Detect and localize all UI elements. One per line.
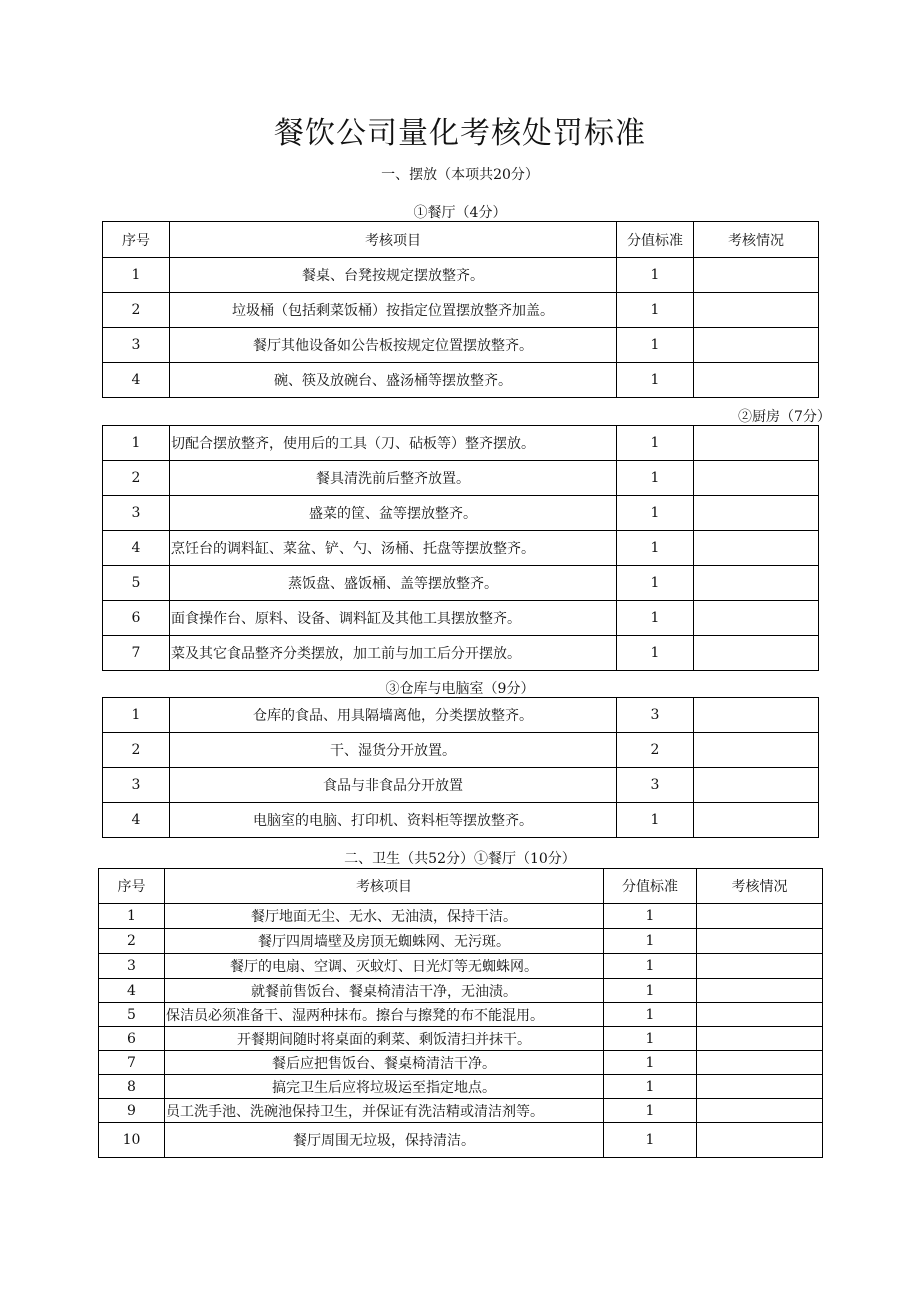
row-score: 1 — [604, 1123, 697, 1158]
warehouse-placement-table — [102, 697, 819, 838]
row-status — [697, 929, 823, 954]
row-item: 保洁员必须准备干、湿两种抹布。擦台与擦凳的布不能混用。 — [165, 1003, 604, 1027]
row-status — [694, 496, 819, 531]
score-header: 分值标准 — [617, 222, 694, 258]
document-title: 餐饮公司量化考核处罚标准 — [274, 116, 646, 151]
row-item: 员工洗手池、洗碗池保持卫生，并保证有洗洁精或清洁剂等。 — [165, 1099, 604, 1123]
row-number: 4 — [103, 531, 170, 566]
row-score: 1 — [617, 566, 694, 601]
row-score: 1 — [604, 904, 697, 929]
row-score: 1 — [604, 954, 697, 979]
row-item: 餐厅地面无尘、无水、无油渍，保持干洁。 — [165, 904, 604, 929]
row-score: 1 — [604, 1075, 697, 1099]
row-item: 垃圾桶（包括剩菜饭桶）按指定位置摆放整齐加盖。 — [170, 293, 617, 328]
row-item: 盛菜的筐、盆等摆放整齐。 — [170, 496, 617, 531]
row-status — [697, 954, 823, 979]
row-number: 4 — [99, 979, 165, 1003]
row-number: 8 — [99, 1075, 165, 1099]
row-status — [694, 293, 819, 328]
no-header: 序号 — [103, 222, 170, 258]
row-item: 电脑室的电脑、打印机、资料柜等摆放整齐。 — [170, 803, 617, 838]
table-header-row — [103, 222, 819, 258]
row-item: 餐具清洗前后整齐放置。 — [170, 461, 617, 496]
subsection-heading-kitchen: ②厨房（7分） — [738, 409, 831, 425]
row-number: 3 — [99, 954, 165, 979]
table-row — [99, 954, 823, 979]
row-score: 1 — [604, 929, 697, 954]
score-header: 分值标准 — [604, 869, 697, 904]
table-row — [103, 328, 819, 363]
row-item: 就餐前售饭台、餐桌椅清洁干净，无油渍。 — [165, 979, 604, 1003]
row-status — [697, 1075, 823, 1099]
row-status — [694, 363, 819, 398]
row-number: 7 — [103, 636, 170, 671]
row-score: 1 — [617, 426, 694, 461]
row-item: 食品与非食品分开放置 — [170, 768, 617, 803]
table-row — [103, 566, 819, 601]
status-header: 考核情况 — [694, 222, 819, 258]
row-status — [697, 1051, 823, 1075]
row-score: 3 — [617, 768, 694, 803]
table-row — [103, 531, 819, 566]
table-row — [103, 293, 819, 328]
row-item: 烹饪台的调料缸、菜盆、铲、勺、汤桶、托盘等摆放整齐。 — [170, 531, 617, 566]
row-item: 切配合摆放整齐，使用后的工具（刀、砧板等）整齐摆放。 — [170, 426, 617, 461]
row-item: 餐厅的电扇、空调、灭蚊灯、日光灯等无蜘蛛网。 — [165, 954, 604, 979]
row-item: 菜及其它食品整齐分类摆放，加工前与加工后分开摆放。 — [170, 636, 617, 671]
table-row — [99, 1123, 823, 1158]
row-number: 5 — [99, 1003, 165, 1027]
section-heading-hygiene: 二、卫生（共52分）①餐厅（10分） — [344, 851, 576, 867]
row-score: 1 — [617, 258, 694, 293]
row-item: 面食操作台、原料、设备、调料缸及其他工具摆放整齐。 — [170, 601, 617, 636]
row-status — [697, 1099, 823, 1123]
row-item: 餐桌、台凳按规定摆放整齐。 — [170, 258, 617, 293]
row-number: 1 — [103, 258, 170, 293]
table-row — [103, 733, 819, 768]
row-number: 2 — [99, 929, 165, 954]
status-header: 考核情况 — [697, 869, 823, 904]
row-score: 1 — [604, 1099, 697, 1123]
table-row — [99, 929, 823, 954]
row-item: 仓库的食品、用具隔墙离他，分类摆放整齐。 — [170, 698, 617, 733]
row-number: 6 — [99, 1027, 165, 1051]
subsection-heading-dining: ①餐厅（4分） — [413, 205, 507, 221]
item-header: 考核项目 — [165, 869, 604, 904]
subsection-heading-warehouse: ③仓库与电脑室（9分） — [385, 681, 535, 697]
row-score: 1 — [604, 1051, 697, 1075]
row-status — [694, 531, 819, 566]
row-status — [694, 768, 819, 803]
row-score: 1 — [604, 1027, 697, 1051]
table-row — [103, 426, 819, 461]
row-status — [694, 566, 819, 601]
table-row — [99, 1003, 823, 1027]
row-number: 1 — [103, 698, 170, 733]
no-header: 序号 — [99, 869, 165, 904]
row-number: 5 — [103, 566, 170, 601]
row-status — [697, 1027, 823, 1051]
table-row — [103, 601, 819, 636]
row-number: 10 — [99, 1123, 165, 1158]
table-row — [103, 496, 819, 531]
row-number: 3 — [103, 768, 170, 803]
row-status — [694, 636, 819, 671]
row-number: 4 — [103, 803, 170, 838]
table-row — [99, 1051, 823, 1075]
row-status — [697, 979, 823, 1003]
row-score: 3 — [617, 698, 694, 733]
row-status — [694, 461, 819, 496]
section-heading-placement: 一、摆放（本项共20分） — [381, 167, 539, 183]
row-status — [694, 698, 819, 733]
table-row — [103, 768, 819, 803]
dining-hygiene-table — [98, 868, 823, 1158]
row-score: 1 — [617, 803, 694, 838]
row-score: 1 — [617, 636, 694, 671]
row-score: 1 — [617, 293, 694, 328]
row-score: 2 — [617, 733, 694, 768]
table-row — [99, 1075, 823, 1099]
row-number: 2 — [103, 733, 170, 768]
row-number: 1 — [99, 904, 165, 929]
table-row — [103, 258, 819, 293]
table-header-row — [99, 869, 823, 904]
row-score: 1 — [617, 461, 694, 496]
row-score: 1 — [604, 979, 697, 1003]
table-row — [99, 1027, 823, 1051]
table-row — [103, 698, 819, 733]
row-number: 2 — [103, 461, 170, 496]
row-item: 干、湿货分开放置。 — [170, 733, 617, 768]
table-row — [103, 461, 819, 496]
row-status — [694, 601, 819, 636]
row-number: 7 — [99, 1051, 165, 1075]
row-number: 1 — [103, 426, 170, 461]
row-status — [697, 1003, 823, 1027]
table-row — [99, 904, 823, 929]
row-status — [694, 328, 819, 363]
row-number: 9 — [99, 1099, 165, 1123]
table-row — [99, 1099, 823, 1123]
row-item: 搞完卫生后应将垃圾运至指定地点。 — [165, 1075, 604, 1099]
item-header: 考核项目 — [170, 222, 617, 258]
row-status — [694, 803, 819, 838]
row-item: 蒸饭盘、盛饭桶、盖等摆放整齐。 — [170, 566, 617, 601]
row-item: 餐厅周围无垃圾，保持清洁。 — [165, 1123, 604, 1158]
table-row — [103, 636, 819, 671]
table-row — [99, 979, 823, 1003]
row-score: 1 — [617, 363, 694, 398]
row-status — [694, 733, 819, 768]
row-item: 餐厅四周墙壁及房顶无蜘蛛网、无污斑。 — [165, 929, 604, 954]
row-number: 2 — [103, 293, 170, 328]
row-item: 餐厅其他设备如公告板按规定位置摆放整齐。 — [170, 328, 617, 363]
row-score: 1 — [604, 1003, 697, 1027]
dining-placement-table — [102, 221, 819, 398]
table-row — [103, 803, 819, 838]
row-status — [694, 426, 819, 461]
kitchen-placement-table — [102, 425, 819, 671]
row-number: 4 — [103, 363, 170, 398]
row-item: 开餐期间随时将桌面的剩菜、剩饭清扫并抹干。 — [165, 1027, 604, 1051]
row-status — [694, 258, 819, 293]
row-number: 3 — [103, 496, 170, 531]
row-number: 3 — [103, 328, 170, 363]
row-score: 1 — [617, 531, 694, 566]
row-score: 1 — [617, 601, 694, 636]
row-status — [697, 1123, 823, 1158]
row-item: 碗、筷及放碗台、盛汤桶等摆放整齐。 — [170, 363, 617, 398]
table-row — [103, 363, 819, 398]
row-status — [697, 904, 823, 929]
row-score: 1 — [617, 328, 694, 363]
row-score: 1 — [617, 496, 694, 531]
row-item: 餐后应把售饭台、餐桌椅清洁干净。 — [165, 1051, 604, 1075]
row-number: 6 — [103, 601, 170, 636]
